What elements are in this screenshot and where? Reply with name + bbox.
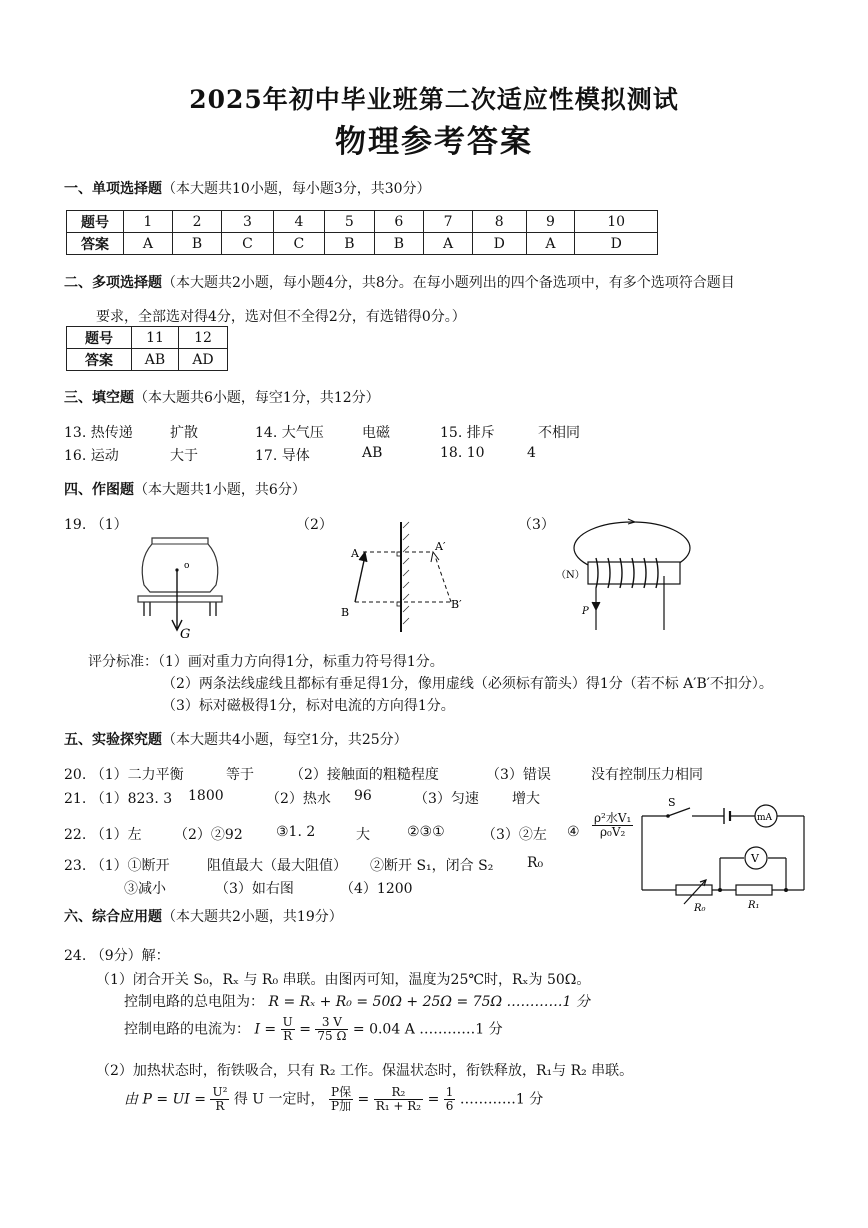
table-cell: D — [472, 233, 526, 255]
pole-label: （N） — [556, 570, 585, 581]
resistor-label: R₀ — [694, 903, 706, 914]
answer-item: AB — [362, 445, 383, 461]
table-cell: A — [124, 233, 173, 255]
document-subtitle: 物理参考答案 — [335, 124, 533, 160]
answer-item: 96 — [354, 788, 372, 804]
answer-item: R₀ — [527, 855, 544, 871]
answer-item: 16. 运动 — [64, 448, 119, 464]
table-cell: 1 — [124, 211, 173, 233]
answer-item: 23. （1）①断开 — [64, 858, 170, 874]
mirror-figure — [335, 520, 475, 635]
answer-item: 22. （1）左 — [64, 827, 142, 843]
table-cell: B — [325, 233, 375, 255]
answer-item: 21. （1）823. 3 — [64, 791, 173, 807]
answer-item: 不相同 — [538, 425, 580, 441]
answer-item: （2）热水 — [266, 791, 331, 807]
answer-item: 大 — [356, 827, 370, 843]
table-cell: 6 — [374, 211, 424, 233]
answer-item: 没有控制压力相同 — [591, 767, 703, 783]
answer-item: 13. 热传递 — [64, 425, 133, 441]
density-fraction — [592, 812, 633, 839]
question-number: 19. （1） — [64, 517, 128, 533]
table-cell: 9 — [526, 211, 575, 233]
circuit-diagram — [632, 796, 812, 914]
section-3-heading: 三、填空题（本大题共6小题，每空1分，共12分） — [64, 390, 380, 406]
table-cell: 10 — [575, 211, 658, 233]
table-cell: A — [526, 233, 575, 255]
document-title: 2025年初中毕业班第二次适应性模拟测试 — [189, 85, 679, 114]
table-cell: 11 — [132, 327, 179, 349]
answer-item: ③减小 — [124, 881, 166, 897]
table-cell: D — [575, 233, 658, 255]
answer-item: ②③① — [407, 824, 445, 840]
point-label: B — [341, 606, 350, 619]
point-label: A′ — [435, 540, 446, 553]
answer-item: 增大 — [512, 791, 540, 807]
answer-item: 扩散 — [170, 425, 198, 441]
answer-item: 18. 10 — [440, 445, 485, 461]
part-label: （3） — [518, 517, 555, 533]
answer-item: ②断开 S₁，闭合 S₂ — [370, 858, 494, 874]
scoring-standard: （2）两条法线虚线且都标有垂足得1分，像用虚线（必须标有箭头）得1分（若不标 A′B′不扣分）。 — [162, 676, 773, 692]
answer-item: 等于 — [226, 767, 254, 783]
scoring-standard: （3）标对磁极得1分，标对电流的方向得1分。 — [162, 698, 455, 714]
answer-item: 15. 排斥 — [440, 425, 495, 441]
solution-line: 控制电路的电流为： I = $\frac{U}{R}$ = $\frac{3 V}{75 \Omega}$ = 0.04 A …………1 分 — [124, 1015, 503, 1043]
table-cell: AB — [132, 349, 179, 371]
gravity-label: G — [180, 627, 191, 640]
answer-item: （3）错误 — [486, 767, 551, 783]
answer-item: 14. 大气压 — [255, 425, 324, 441]
table-cell: 5 — [325, 211, 375, 233]
answer-item: 20. （1）二力平衡 — [64, 767, 184, 783]
table-cell: 7 — [424, 211, 473, 233]
point-label: o — [184, 561, 190, 571]
solution-line: （1）闭合开关 S₀，Rₓ 与 R₀ 串联。由图丙可知，温度为25℃时，Rₓ为 50Ω。 — [96, 972, 591, 988]
voltmeter-label: V — [751, 852, 759, 865]
answer-item: （3）匀速 — [414, 791, 479, 807]
answer-item: （2）接触面的粗糙程度 — [290, 767, 439, 783]
answer-item: 4 — [527, 445, 536, 461]
solution-line: 由 P = UI = $\frac{\text{U²}}{R}$ 得 U 一定时， $\frac{\text{P保}}{\text{P加}}$ = $\frac{\text{R₂}}{\text{R₁ + R₂}}$ = $\frac{1}{6}$ …………1 分 — [124, 1085, 544, 1113]
answer-item: （2）②92 — [174, 827, 243, 843]
table-header: 题号 — [67, 327, 132, 349]
answer-item: （4）1200 — [340, 881, 413, 897]
answer-item: 大于 — [170, 448, 198, 464]
gravity-figure — [130, 530, 230, 640]
table-cell: 8 — [472, 211, 526, 233]
solution-line: （2）加热状态时，衔铁吸合，只有 R₂ 工作。保温状态时，衔铁释放，R₁与 R₂ 串联。 — [96, 1063, 634, 1079]
fraction-denominator: ρ₀V₂ — [600, 825, 626, 839]
section-2-note: 要求，全部选对得4分，选对但不全得2分，有选错得0分。） — [96, 309, 466, 325]
table-header: 题号 — [67, 211, 124, 233]
table-cell: 4 — [273, 211, 324, 233]
answer-item: 电磁 — [362, 425, 390, 441]
section-6-heading: 六、综合应用题（本大题共2小题，共19分） — [64, 909, 343, 925]
table-cell: 2 — [172, 211, 222, 233]
resistor-label: R₁ — [748, 900, 760, 911]
point-label: B′ — [451, 598, 462, 611]
ammeter-label: mA — [757, 813, 773, 823]
table-cell: 12 — [178, 327, 227, 349]
answer-item: 1800 — [188, 788, 224, 804]
answer-item: ③1. 2 — [276, 824, 316, 840]
table-cell: 3 — [222, 211, 273, 233]
section-2-heading: 二、多项选择题（本大题共2小题，每小题4分，共8分。在每小题列出的四个备选项中，有多个选项符合题目 — [64, 275, 735, 291]
table-cell: A — [424, 233, 473, 255]
part-label: （2） — [296, 517, 333, 533]
section-5-heading: 五、实验探究题（本大题共4小题，每空1分，共25分） — [64, 732, 408, 748]
section-1-heading: 一、单项选择题（本大题共10小题，每小题3分，共30分） — [64, 181, 431, 197]
answer-table-1 — [66, 210, 658, 255]
point-label: A — [351, 547, 359, 560]
switch-label: S — [668, 796, 676, 809]
scoring-standard: 评分标准：（1）画对重力方向得1分，标重力符号得1分。 — [88, 654, 444, 670]
table-header: 答案 — [67, 233, 124, 255]
answer-item: 17. 导体 — [255, 448, 310, 464]
answer-item: ④ — [567, 824, 580, 840]
section-4-heading: 四、作图题（本大题共1小题，共6分） — [64, 482, 306, 498]
question-number: 24. （9分）解： — [64, 948, 170, 964]
point-label: P — [582, 606, 589, 617]
table-cell: B — [374, 233, 424, 255]
table-header: 答案 — [67, 349, 132, 371]
answer-table-2 — [66, 326, 228, 371]
solenoid-figure — [552, 518, 702, 636]
table-cell: AD — [178, 349, 227, 371]
table-cell: B — [172, 233, 222, 255]
table-cell: C — [222, 233, 273, 255]
formula: R = Rₓ + R₀ = 50Ω + 25Ω = 75Ω …………1 分 — [268, 994, 590, 1010]
answer-item: 阻值最大（最大阻值） — [207, 858, 347, 874]
table-cell: C — [273, 233, 324, 255]
answer-item: （3）②左 — [482, 827, 547, 843]
fraction-numerator: ρ²水V₁ — [594, 811, 632, 825]
solution-line: 控制电路的总电阻为： R = Rₓ + R₀ = 50Ω + 25Ω = 75Ω …………1 分 — [124, 994, 590, 1010]
answer-item: （3）如右图 — [215, 881, 294, 897]
